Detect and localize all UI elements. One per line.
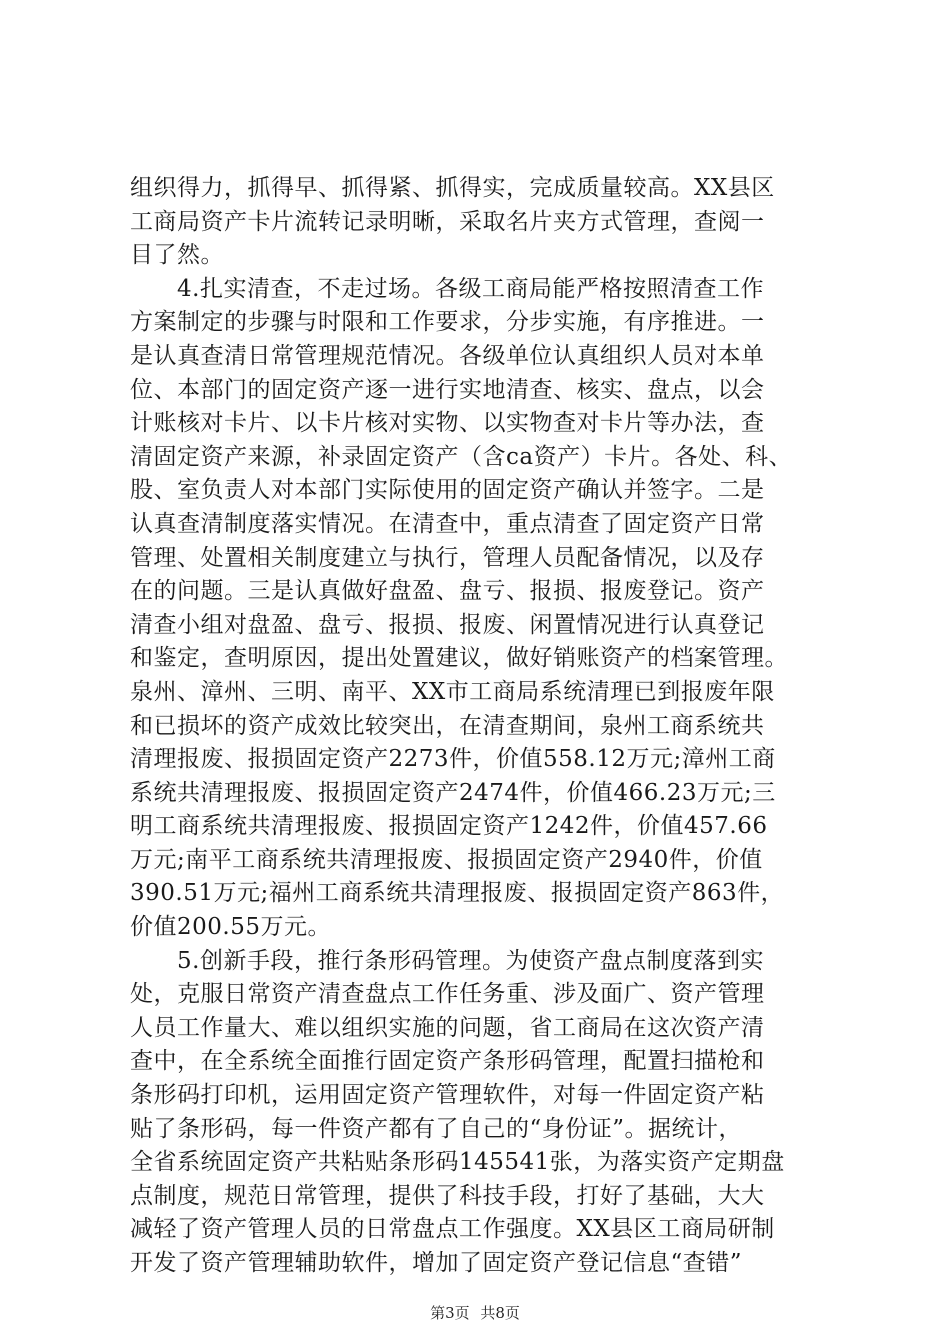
text-line: 管理、处置相关制度建立与执行，管理人员配备情况，以及存 — [130, 544, 765, 571]
text-line: 条形码打印机，运用固定资产管理软件，对每一件固定资产粘 — [130, 1082, 765, 1109]
text-line: 贴了条形码，每一件资产都有了自己的“身份证”。据统计， — [130, 1115, 743, 1142]
total-pages: 共8页 — [480, 1304, 520, 1322]
text-line: 计账核对卡片、以卡片核对实物、以实物查对卡片等办法，查 — [130, 410, 765, 437]
text-line: 处，克服日常资产清查盘点工作任务重、涉及面广、资产管理 — [130, 981, 765, 1008]
text-line: 工商局资产卡片流转记录明晰，采取名片夹方式管理，查阅一 — [130, 208, 765, 235]
text-line: 人员工作量大、难以组织实施的问题，省工商局在这次资产清 — [130, 1014, 765, 1041]
text-line: 认真查清制度落实情况。在清查中，重点清查了固定资产日常 — [130, 510, 765, 537]
text-line: 减轻了资产管理人员的日常盘点工作强度。XX县区工商局研制 — [130, 1216, 775, 1243]
text-line: 清固定资产来源，补录固定资产（含ca资产）卡片。各处、科、 — [130, 443, 793, 470]
text-line: 位、本部门的固定资产逐一进行实地清查、核实、盘点，以会 — [130, 376, 765, 403]
text-line: 390.51万元;福州工商系统共清理报废、报损固定资产863件， — [130, 880, 785, 907]
text-line: 全省系统固定资产共粘贴条形码145541张，为落实资产定期盘 — [130, 1149, 785, 1176]
text-line: 万元;南平工商系统共清理报废、报损固定资产2940件，价值 — [130, 846, 763, 873]
page-number: 第3页 — [430, 1304, 470, 1322]
text-line: 5.创新手段，推行条形码管理。为使资产盘点制度落到实 — [130, 947, 764, 974]
text-line: 在的问题。三是认真做好盘盈、盘亏、报损、报废登记。资产 — [130, 578, 765, 605]
text-line: 方案制定的步骤与时限和工作要求，分步实施，有序推进。一 — [130, 309, 765, 336]
text-line: 点制度，规范日常管理，提供了科技手段，打好了基础，大大 — [130, 1182, 765, 1209]
text-line: 系统共清理报废、报损固定资产2474件，价值466.23万元;三 — [130, 779, 776, 806]
text-line: 查中，在全系统全面推行固定资产条形码管理，配置扫描枪和 — [130, 1048, 765, 1075]
text-line: 和鉴定，查明原因，提出处置建议，做好销账资产的档案管理。 — [130, 645, 788, 672]
text-line: 清理报废、报损固定资产2273件，价值558.12万元;漳州工商 — [130, 746, 776, 773]
text-line: 股、室负责人对本部门实际使用的固定资产确认并签字。二是 — [130, 477, 765, 504]
text-line: 泉州、漳州、三明、南平、XX市工商局系统清理已到报废年限 — [130, 678, 775, 705]
page-footer — [0, 1302, 950, 1323]
text-line: 是认真查清日常管理规范情况。各级单位认真组织人员对本单 — [130, 342, 765, 369]
text-line: 清查小组对盘盈、盘亏、报损、报废、闲置情况进行认真登记 — [130, 611, 765, 638]
text-line: 开发了资产管理辅助软件，增加了固定资产登记信息“查错” — [130, 1250, 743, 1276]
body-text — [130, 172, 830, 1281]
text-line: 组织得力，抓得早、抓得紧、抓得实，完成质量较高。XX县区 — [130, 175, 775, 201]
text-line: 价值200.55万元。 — [130, 914, 331, 941]
text-line: 4.扎实清查，不走过场。各级工商局能严格按照清查工作 — [130, 275, 764, 302]
text-line: 目了然。 — [130, 242, 224, 269]
text-line: 明工商系统共清理报废、报损固定资产1242件，价值457.66 — [130, 813, 768, 840]
text-line: 和已损坏的资产成效比较突出，在清查期间，泉州工商系统共 — [130, 712, 765, 739]
